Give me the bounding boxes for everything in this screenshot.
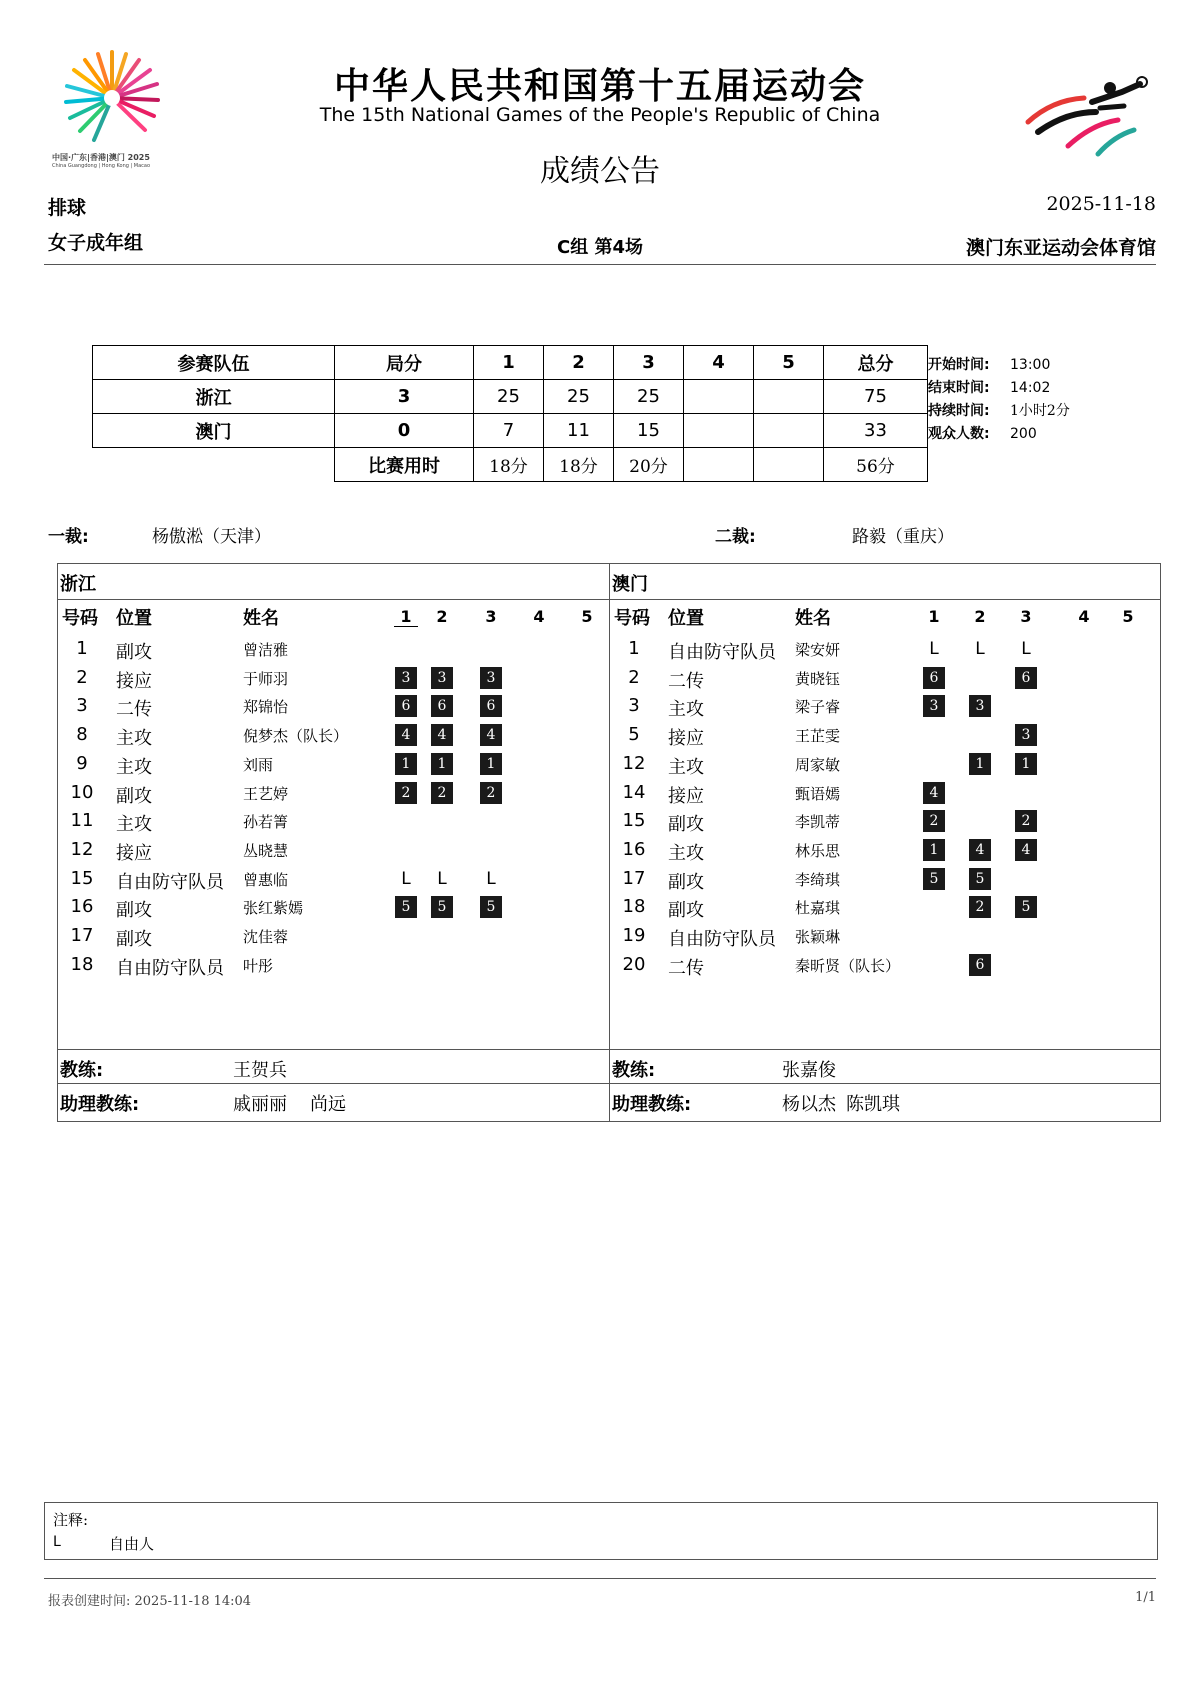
score-set5 (754, 414, 824, 448)
player-name: 王芷雯 (795, 727, 841, 746)
assistant-coach-label: 助理教练: (60, 1094, 140, 1115)
player-position: 主攻 (668, 756, 704, 778)
notes-text: 自由人 (109, 1535, 155, 1553)
score-total: 33 (824, 414, 928, 448)
score-set3: 25 (614, 380, 684, 414)
team-roster-macao (610, 564, 1160, 1121)
team-name: 浙江 (60, 574, 96, 595)
player-row (610, 780, 1160, 808)
column-header-set-5: 5 (581, 607, 593, 626)
column-header-name: 姓名 (795, 608, 831, 629)
player-position: 二传 (668, 957, 704, 979)
notes-code: L (53, 1534, 61, 1550)
team-roster-zhejiang (58, 564, 610, 1121)
score-header-set4: 4 (684, 346, 754, 380)
rotation-position-badge-set-2: 6 (431, 695, 453, 717)
rotation-position-badge-set-1: 1 (923, 839, 945, 861)
player-row (610, 808, 1160, 836)
player-name: 黄晓钰 (795, 669, 841, 688)
duration-set2: 18分 (544, 448, 614, 482)
duration-set5 (754, 448, 824, 482)
rotation-position-badge-set-3: 5 (1015, 896, 1037, 918)
player-position: 自由防守队员 (668, 642, 776, 663)
sport-label: 排球 (48, 197, 87, 219)
score-set5 (754, 380, 824, 414)
player-number: 8 (76, 724, 88, 746)
score-header-set2: 2 (544, 346, 614, 380)
match-info (928, 354, 1070, 446)
player-number: 17 (70, 925, 94, 946)
score-team-name: 浙江 (93, 380, 335, 414)
player-name: 李绮琪 (795, 870, 841, 889)
player-position: 主攻 (116, 756, 152, 778)
venue-label: 澳门东亚运动会体育馆 (965, 237, 1156, 259)
player-position: 自由防守队员 (668, 929, 776, 950)
column-header-set-2: 2 (974, 607, 986, 626)
duration-total: 56分 (824, 448, 928, 482)
player-name: 梁安妍 (795, 641, 841, 659)
assistant-divider (58, 1083, 609, 1084)
score-sets-won: 0 (335, 414, 474, 448)
player-row (610, 636, 1160, 664)
score-set2: 11 (544, 414, 614, 448)
rotation-position-badge-set-3: 3 (480, 667, 502, 689)
logo-caption-en: China Guangdong | Hong Kong | Macao (52, 163, 151, 169)
score-header-set3: 3 (614, 346, 684, 380)
duration-spacer (93, 448, 335, 482)
rotation-position-badge-set-2: 5 (431, 896, 453, 918)
player-position: 副攻 (668, 814, 704, 836)
category-label: 女子成年组 (48, 232, 144, 254)
player-number: 16 (622, 838, 646, 860)
player-number: 3 (76, 695, 88, 717)
duration-time: 1小时2分 (1010, 403, 1070, 419)
duration-set4 (684, 448, 754, 482)
player-position: 主攻 (116, 728, 152, 750)
rotation-position-badge-set-1: 6 (923, 667, 945, 689)
player-row (610, 722, 1160, 750)
spectators-label: 观众人数: (928, 426, 990, 442)
player-name: 周家敏 (795, 755, 841, 774)
player-row (58, 923, 609, 951)
column-header-set-5: 5 (1122, 607, 1134, 626)
score-set1: 25 (474, 380, 544, 414)
column-header-position: 位置 (116, 608, 152, 629)
player-name: 王艺婷 (243, 784, 289, 803)
start-time-label: 开始时间: (928, 357, 990, 373)
player-name: 张红紫嫣 (243, 899, 304, 918)
coach-divider (58, 1049, 609, 1050)
player-row (610, 665, 1160, 693)
player-number: 5 (628, 724, 640, 746)
player-name: 刘雨 (243, 755, 274, 774)
duration-label: 比赛用时 (335, 448, 474, 482)
libero-mark-set-1: L (929, 639, 939, 659)
player-name: 曾洁雅 (243, 641, 289, 659)
player-number: 18 (622, 896, 646, 918)
team-name-divider (58, 599, 609, 600)
rotation-position-badge-set-1: 5 (923, 868, 945, 890)
player-number: 12 (70, 838, 94, 860)
rotation-position-badge-set-1: 1 (395, 753, 417, 775)
assistant-coach-name: 戚丽丽 (233, 1094, 287, 1115)
column-header-set-2: 2 (436, 607, 448, 626)
column-header-set-4: 4 (533, 607, 545, 626)
score-row-macao (93, 414, 928, 448)
team-name-divider (610, 599, 1160, 600)
player-number: 12 (622, 752, 646, 774)
player-row (610, 693, 1160, 721)
notes-box (44, 1502, 1158, 1560)
player-row (610, 866, 1160, 894)
games-title-en: The 15th National Games of the People's Republic of China (319, 104, 881, 126)
player-row (610, 952, 1160, 980)
coach-divider (610, 1049, 1160, 1050)
coach-name: 王贺兵 (233, 1060, 287, 1081)
score-set4 (684, 414, 754, 448)
score-sets-won: 3 (335, 380, 474, 414)
score-row-zhejiang (93, 380, 928, 414)
player-row (58, 952, 609, 980)
rotation-position-badge-set-2: 2 (969, 896, 991, 918)
player-row (58, 866, 609, 894)
rotation-position-badge-set-2: 6 (969, 954, 991, 976)
rotation-position-badge-set-3: 2 (480, 782, 502, 804)
player-position: 自由防守队员 (116, 957, 224, 979)
rotation-position-badge-set-1: 2 (923, 810, 945, 832)
report-created-time: 报表创建时间: 2025-11-18 14:04 (48, 1594, 252, 1609)
libero-mark-set-2: L (975, 639, 985, 659)
end-time: 14:02 (1010, 380, 1051, 396)
player-position: 接应 (116, 670, 152, 692)
coach-name: 张嘉俊 (782, 1060, 836, 1081)
score-header-set1: 1 (474, 346, 544, 380)
player-row (58, 894, 609, 922)
player-position: 主攻 (116, 814, 152, 836)
rotation-position-badge-set-1: 5 (395, 896, 417, 918)
player-name: 叶彤 (243, 956, 274, 975)
document-title: 成绩公告 (540, 154, 660, 189)
player-position: 副攻 (116, 642, 152, 663)
rotation-position-badge-set-2: 4 (431, 724, 453, 746)
score-set3: 15 (614, 414, 684, 448)
player-row (610, 923, 1160, 951)
duration-row (93, 448, 928, 482)
header-divider (44, 264, 1156, 265)
rotation-position-badge-set-2: 4 (969, 839, 991, 861)
player-number: 18 (70, 953, 94, 975)
player-row (58, 636, 609, 664)
player-name: 张颖琳 (795, 928, 841, 946)
column-header-number: 号码 (62, 608, 98, 629)
notes-title: 注释: (53, 1511, 89, 1529)
player-name: 于师羽 (243, 669, 289, 688)
player-position: 二传 (668, 670, 704, 692)
player-number: 2 (76, 666, 88, 688)
coach-label: 教练: (60, 1060, 104, 1081)
player-row (610, 894, 1160, 922)
libero-mark-set-3: L (1021, 639, 1031, 659)
player-number: 19 (622, 925, 646, 946)
column-header-set-3: 3 (485, 607, 497, 626)
libero-mark-set-1: L (401, 868, 411, 889)
logo-caption: 中国·广东|香港|澳门 2025 (52, 153, 150, 162)
score-set4 (684, 380, 754, 414)
player-name: 孙若箐 (243, 813, 289, 832)
player-name: 梁子睿 (795, 698, 841, 717)
rotation-position-badge-set-3: 2 (1015, 810, 1037, 832)
player-row (58, 808, 609, 836)
duration-set1: 18分 (474, 448, 544, 482)
player-row (58, 665, 609, 693)
column-header-set-1: 1 (928, 607, 940, 626)
player-position: 副攻 (116, 929, 152, 950)
score-header-team: 参赛队伍 (93, 346, 335, 380)
player-name: 杜嘉琪 (795, 899, 841, 918)
player-name: 甄语嫣 (795, 784, 841, 803)
team-name: 澳门 (612, 574, 648, 595)
player-number: 1 (628, 638, 640, 659)
player-position: 副攻 (668, 871, 704, 893)
match-date: 2025-11-18 (1046, 193, 1156, 215)
player-number: 14 (622, 781, 646, 803)
player-number: 2 (628, 666, 640, 688)
end-time-label: 结束时间: (928, 380, 990, 396)
column-header-set-4: 4 (1078, 607, 1090, 626)
rotation-position-badge-set-1: 2 (395, 782, 417, 804)
score-team-name: 澳门 (93, 414, 335, 448)
rotation-position-badge-set-2: 2 (431, 782, 453, 804)
assistant-coach-name: 陈凯琪 (846, 1094, 900, 1115)
player-number: 1 (76, 638, 88, 659)
player-row (610, 837, 1160, 865)
libero-mark-set-2: L (437, 868, 447, 889)
player-row (58, 693, 609, 721)
column-header-name: 姓名 (243, 608, 279, 629)
start-time: 13:00 (1010, 357, 1051, 373)
column-header-position: 位置 (668, 608, 704, 629)
rotation-position-badge-set-3: 6 (1015, 667, 1037, 689)
player-name: 倪梦杰（队长） (243, 727, 349, 746)
score-header-row (93, 346, 928, 380)
player-name: 曾惠临 (243, 870, 289, 889)
assistant-coach-name: 尚远 (310, 1094, 346, 1115)
player-position: 二传 (116, 699, 152, 721)
player-position: 接应 (668, 728, 704, 750)
spectators-count: 200 (1010, 426, 1037, 442)
score-set1: 7 (474, 414, 544, 448)
player-position: 副攻 (668, 900, 704, 922)
column-header-set-1: 1 (394, 607, 418, 627)
score-table (92, 345, 928, 482)
round-label: C组 第4场 (556, 237, 643, 258)
rotation-position-badge-set-1: 3 (923, 695, 945, 717)
player-number: 9 (76, 752, 88, 774)
column-header-set-3: 3 (1020, 607, 1032, 626)
player-row (58, 722, 609, 750)
rotation-position-badge-set-3: 3 (1015, 724, 1037, 746)
assistant-coach-label: 助理教练: (612, 1094, 692, 1115)
player-row (58, 780, 609, 808)
rotation-position-badge-set-1: 3 (395, 667, 417, 689)
rotation-position-badge-set-1: 6 (395, 695, 417, 717)
player-position: 主攻 (668, 842, 704, 864)
player-number: 15 (622, 810, 646, 832)
duration-set3: 20分 (614, 448, 684, 482)
player-row (610, 751, 1160, 779)
score-header-set5: 5 (754, 346, 824, 380)
rotation-position-badge-set-3: 6 (480, 695, 502, 717)
column-header-number: 号码 (614, 608, 650, 629)
rotation-position-badge-set-2: 5 (969, 868, 991, 890)
score-header-sets: 局分 (335, 346, 474, 380)
footer-divider (44, 1578, 1156, 1579)
player-number: 11 (70, 810, 94, 832)
rotation-position-badge-set-3: 5 (480, 896, 502, 918)
libero-mark-set-3: L (486, 868, 496, 889)
player-number: 3 (628, 695, 640, 717)
assistant-divider (610, 1083, 1160, 1084)
player-position: 主攻 (668, 699, 704, 721)
rotation-position-badge-set-1: 4 (923, 782, 945, 804)
page-number: 1/1 (1135, 1590, 1156, 1605)
player-number: 10 (70, 781, 94, 803)
player-position: 自由防守队员 (116, 871, 224, 893)
score-set2: 25 (544, 380, 614, 414)
rotation-position-badge-set-3: 1 (480, 753, 502, 775)
player-position: 副攻 (116, 900, 152, 922)
games-title-cn: 中华人民共和国第十五届运动会 (333, 66, 866, 107)
player-number: 15 (70, 867, 94, 889)
player-number: 17 (622, 867, 646, 889)
player-row (58, 751, 609, 779)
player-name: 郑锦怡 (243, 698, 289, 717)
duration-time-label: 持续时间: (928, 403, 990, 419)
score-total: 75 (824, 380, 928, 414)
player-name: 林乐思 (795, 841, 841, 860)
coach-label: 教练: (612, 1060, 656, 1081)
roster-box (57, 563, 1161, 1122)
player-position: 接应 (116, 842, 152, 864)
rotation-position-badge-set-3: 4 (480, 724, 502, 746)
player-name: 秦昕贤（队长） (795, 956, 901, 975)
rotation-position-badge-set-1: 4 (395, 724, 417, 746)
rotation-position-badge-set-3: 1 (1015, 753, 1037, 775)
first-referee-label: 一裁: (48, 527, 89, 547)
assistant-coach-name: 杨以杰 (782, 1094, 836, 1115)
rotation-position-badge-set-2: 3 (431, 667, 453, 689)
rotation-position-badge-set-2: 1 (969, 753, 991, 775)
player-position: 副攻 (116, 785, 152, 807)
second-referee-name: 路毅（重庆） (852, 527, 954, 547)
player-number: 16 (70, 896, 94, 918)
player-position: 接应 (668, 785, 704, 807)
player-name: 李凯蒂 (795, 813, 841, 832)
player-number: 20 (622, 953, 646, 975)
first-referee-name: 杨傲淞（天津） (152, 527, 271, 547)
player-row (58, 837, 609, 865)
second-referee-label: 二裁: (715, 527, 756, 547)
player-name: 丛晓慧 (243, 841, 289, 860)
rotation-position-badge-set-2: 3 (969, 695, 991, 717)
rotation-position-badge-set-3: 4 (1015, 839, 1037, 861)
rotation-position-badge-set-2: 1 (431, 753, 453, 775)
score-header-total: 总分 (824, 346, 928, 380)
player-name: 沈佳蓉 (243, 928, 289, 946)
